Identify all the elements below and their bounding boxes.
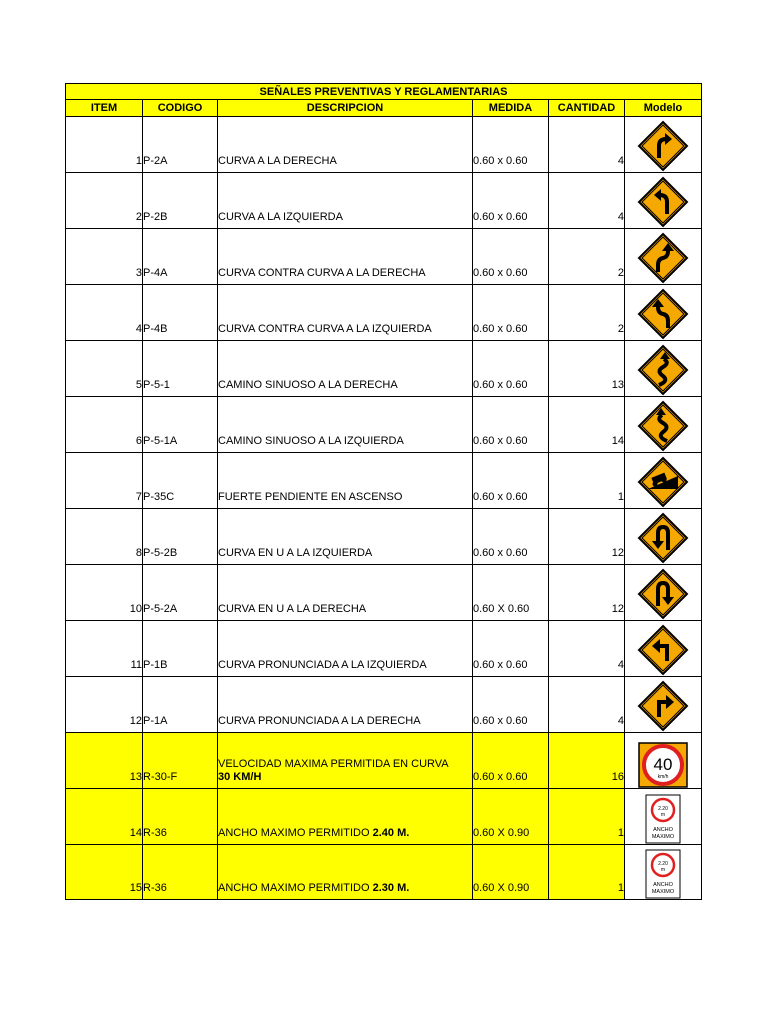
item-code: P-1A xyxy=(143,715,168,727)
header-item: ITEM xyxy=(66,100,143,117)
curve-left-sign-icon xyxy=(637,176,689,228)
width-sign-unit: m xyxy=(660,867,666,873)
signs-table xyxy=(65,83,702,900)
table-row xyxy=(66,173,702,229)
item-size: 0.60 X 0.90 xyxy=(473,882,530,894)
item-description-width: 2.30 M. xyxy=(372,882,410,894)
item-size: 0.60 x 0.60 xyxy=(473,379,528,391)
item-description: CURVA PRONUNCIADA A LA IZQUIERDA xyxy=(218,659,427,671)
item-description: CURVA EN U A LA DERECHA xyxy=(218,603,367,615)
item-size: 0.60 x 0.60 xyxy=(473,715,528,727)
table-row xyxy=(66,789,702,845)
header-medida: MEDIDA xyxy=(473,100,549,117)
sharp-turn-right-sign-icon xyxy=(637,680,689,732)
width-sign-caption-2: MAXIMO xyxy=(651,889,675,895)
table-row xyxy=(66,397,702,453)
item-code: P-4B xyxy=(143,323,168,335)
item-quantity: 4 xyxy=(617,211,624,223)
item-number: 7 xyxy=(135,491,142,503)
table-row xyxy=(66,565,702,621)
item-code: P-2A xyxy=(143,155,168,167)
table-row xyxy=(66,845,702,900)
item-size: 0.60 x 0.60 xyxy=(473,211,528,223)
title-row xyxy=(66,84,702,100)
header-row xyxy=(66,100,702,117)
item-size: 0.60 X 0.90 xyxy=(473,827,530,839)
item-code: P-5-2B xyxy=(143,547,178,559)
steep-grade-sign-icon xyxy=(637,456,689,508)
item-number: 15 xyxy=(129,882,142,894)
item-description: CAMINO SINUOSO A LA IZQUIERDA xyxy=(218,435,404,447)
item-size: 0.60 x 0.60 xyxy=(473,323,528,335)
item-size: 0.60 x 0.60 xyxy=(473,659,528,671)
item-number: 14 xyxy=(129,827,142,839)
header-descripcion: DESCRIPCION xyxy=(218,100,473,117)
item-size: 0.60 x 0.60 xyxy=(473,267,528,279)
table-row xyxy=(66,341,702,397)
header-modelo: Modelo xyxy=(625,100,702,117)
item-code: R-30-F xyxy=(143,771,178,783)
item-number: 6 xyxy=(135,435,142,447)
sharp-turn-left-sign-icon xyxy=(637,624,689,676)
item-code: P-2B xyxy=(143,211,168,223)
width-sign-unit: m xyxy=(660,812,666,818)
item-number: 2 xyxy=(135,211,142,223)
item-code: P-1B xyxy=(143,659,168,671)
curve-right-sign-icon xyxy=(637,120,689,172)
item-size: 0.60 x 0.60 xyxy=(473,491,528,503)
table-row xyxy=(66,117,702,173)
item-code: P-35C xyxy=(143,491,175,503)
item-description-width: 2.40 M. xyxy=(372,827,410,839)
speed-limit-40-sign-icon xyxy=(638,742,688,788)
item-number: 8 xyxy=(135,547,142,559)
item-number: 11 xyxy=(130,659,142,671)
table-row xyxy=(66,453,702,509)
table-row xyxy=(66,285,702,341)
item-description: CURVA CONTRA CURVA A LA IZQUIERDA xyxy=(218,323,432,335)
table-row xyxy=(66,509,702,565)
item-number: 3 xyxy=(135,267,142,279)
table-row xyxy=(66,677,702,733)
item-quantity: 16 xyxy=(611,771,624,783)
item-description: ANCHO MAXIMO PERMITIDO xyxy=(218,882,370,894)
item-description: CURVA CONTRA CURVA A LA DERECHA xyxy=(218,267,426,279)
table-row xyxy=(66,733,702,789)
item-number: 4 xyxy=(135,323,142,335)
table-row xyxy=(66,229,702,285)
width-sign-caption-2: MAXIMO xyxy=(651,834,675,840)
table-title: SEÑALES PREVENTIVAS Y REGLAMENTARIAS xyxy=(66,84,702,100)
item-quantity: 4 xyxy=(617,715,624,727)
width-sign-value: 2.20 xyxy=(658,861,668,867)
item-size: 0.60 x 0.60 xyxy=(473,547,528,559)
winding-road-right-sign-icon xyxy=(637,344,689,396)
item-quantity: 1 xyxy=(617,882,624,894)
item-quantity: 4 xyxy=(617,155,624,167)
item-description: CURVA A LA IZQUIERDA xyxy=(218,211,343,223)
item-size: 0.60 X 0.60 xyxy=(473,603,530,615)
table-row xyxy=(66,621,702,677)
item-quantity: 12 xyxy=(611,603,624,615)
width-sign-caption-1: ANCHO xyxy=(653,882,673,888)
item-quantity: 12 xyxy=(611,547,624,559)
reverse-curve-left-sign-icon xyxy=(637,288,689,340)
speed-sign-number: 40 xyxy=(653,755,673,774)
item-description-speed: 30 KM/H xyxy=(218,771,262,783)
item-code: P-4A xyxy=(143,267,168,279)
item-quantity: 1 xyxy=(617,827,624,839)
item-number: 10 xyxy=(129,603,142,615)
item-description: VELOCIDAD MAXIMA PERMITIDA EN CURVA xyxy=(218,758,449,770)
item-size: 0.60 x 0.60 xyxy=(473,155,528,167)
item-code: P-5-2A xyxy=(143,603,178,615)
header-cantidad: CANTIDAD xyxy=(549,100,625,117)
u-turn-left-sign-icon xyxy=(637,512,689,564)
item-number: 13 xyxy=(129,771,142,783)
item-code: R-36 xyxy=(143,882,167,894)
item-description: FUERTE PENDIENTE EN ASCENSO xyxy=(218,491,403,503)
item-quantity: 2 xyxy=(617,267,624,279)
item-quantity: 14 xyxy=(611,435,624,447)
max-width-sign-icon xyxy=(645,794,681,844)
item-description: CURVA PRONUNCIADA A LA DERECHA xyxy=(218,715,421,727)
item-description: CAMINO SINUOSO A LA DERECHA xyxy=(218,379,398,391)
width-sign-value: 2.20 xyxy=(658,806,668,812)
item-code: P-5-1 xyxy=(143,379,170,391)
item-description: ANCHO MAXIMO PERMITIDO xyxy=(218,827,370,839)
item-description: CURVA EN U A LA IZQUIERDA xyxy=(218,547,373,559)
item-code: R-36 xyxy=(143,827,167,839)
speed-sign-unit: km/h xyxy=(657,774,669,780)
item-size: 0.60 x 0.60 xyxy=(473,771,528,783)
winding-road-left-sign-icon xyxy=(637,400,689,452)
item-code: P-5-1A xyxy=(143,435,178,447)
u-turn-right-sign-icon xyxy=(637,568,689,620)
item-number: 12 xyxy=(129,715,142,727)
reverse-curve-right-sign-icon xyxy=(637,232,689,284)
item-description: CURVA A LA DERECHA xyxy=(218,155,337,167)
item-number: 5 xyxy=(135,379,142,391)
header-codigo: CODIGO xyxy=(143,100,218,117)
item-number: 1 xyxy=(135,155,142,167)
width-sign-caption-1: ANCHO xyxy=(653,827,673,833)
item-size: 0.60 x 0.60 xyxy=(473,435,528,447)
item-quantity: 2 xyxy=(617,323,624,335)
item-quantity: 13 xyxy=(611,379,624,391)
item-quantity: 1 xyxy=(617,491,624,503)
item-quantity: 4 xyxy=(617,659,624,671)
max-width-sign-icon xyxy=(645,849,681,899)
